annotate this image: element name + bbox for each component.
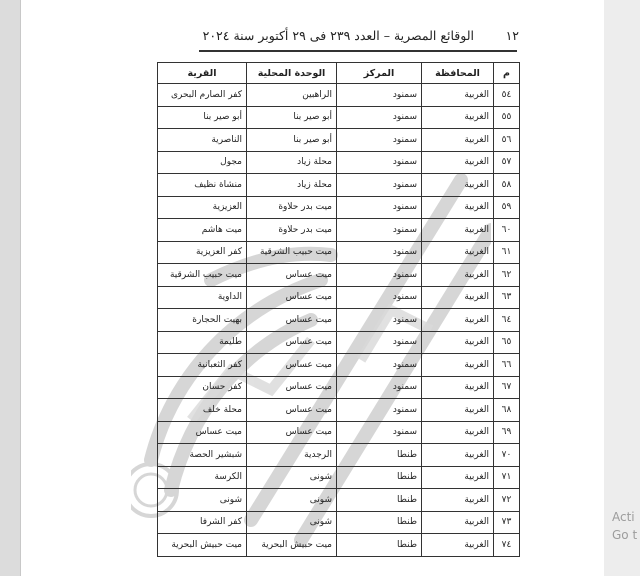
cell-governorate: الغربية	[422, 399, 494, 422]
cell-number: ٦٣	[494, 286, 520, 309]
cell-village: ميت حبيش البحرية	[158, 534, 247, 557]
cell-number: ٧٠	[494, 444, 520, 467]
cell-governorate: الغربية	[422, 466, 494, 489]
activation-line-1: Acti	[612, 510, 635, 524]
cell-governorate: الغربية	[422, 511, 494, 534]
cell-local-unit: أبو صير بنا	[247, 129, 337, 152]
cell-governorate: الغربية	[422, 444, 494, 467]
cell-village: كفر الصارم البحرى	[158, 84, 247, 107]
cell-center: طنطا	[337, 511, 422, 534]
cell-center: طنطا	[337, 444, 422, 467]
cell-village: كفر الثعبانية	[158, 354, 247, 377]
cell-village: كفر الشرفا	[158, 511, 247, 534]
table-row	[158, 444, 520, 467]
cell-village: كفر العزيزية	[158, 241, 247, 264]
cell-local-unit: شونى	[247, 489, 337, 512]
cell-village: منشاة نظيف	[158, 174, 247, 197]
cell-center: طنطا	[337, 534, 422, 557]
table-row	[158, 466, 520, 489]
cell-governorate: الغربية	[422, 331, 494, 354]
col-header-number: م	[494, 63, 520, 84]
cell-number: ٥٦	[494, 129, 520, 152]
cell-governorate: الغربية	[422, 421, 494, 444]
cell-center: سمنود	[337, 264, 422, 287]
page-number: ١٢	[505, 28, 519, 43]
cell-governorate: الغربية	[422, 376, 494, 399]
cell-village: ميت حبيب الشرقية	[158, 264, 247, 287]
cell-local-unit: ميت عساس	[247, 399, 337, 422]
table-row	[158, 354, 520, 377]
cell-number: ٦٥	[494, 331, 520, 354]
table-row	[158, 174, 520, 197]
cell-village: محلة خلف	[158, 399, 247, 422]
cell-governorate: الغربية	[422, 309, 494, 332]
cell-village: الداوية	[158, 286, 247, 309]
cell-center: سمنود	[337, 331, 422, 354]
cell-governorate: الغربية	[422, 174, 494, 197]
table-row	[158, 151, 520, 174]
cell-number: ٦٤	[494, 309, 520, 332]
viewer-right-gutter	[604, 0, 640, 576]
cell-governorate: الغربية	[422, 151, 494, 174]
cell-local-unit: أبو صير بنا	[247, 106, 337, 129]
cell-local-unit: ميت بدر حلاوة	[247, 196, 337, 219]
table-row	[158, 84, 520, 107]
document-page	[20, 0, 606, 576]
cell-number: ٧٣	[494, 511, 520, 534]
cell-center: سمنود	[337, 174, 422, 197]
table-row	[158, 196, 520, 219]
table-row	[158, 286, 520, 309]
cell-local-unit: شونى	[247, 511, 337, 534]
header-rule	[199, 50, 517, 52]
cell-local-unit: محلة زياد	[247, 174, 337, 197]
table-row	[158, 241, 520, 264]
table-row	[158, 264, 520, 287]
cell-center: سمنود	[337, 219, 422, 242]
cell-local-unit: ميت عساس	[247, 264, 337, 287]
table-row	[158, 534, 520, 557]
cell-local-unit: ميت بدر حلاوة	[247, 219, 337, 242]
cell-center: سمنود	[337, 421, 422, 444]
cell-center: سمنود	[337, 151, 422, 174]
cell-village: أبو صير بنا	[158, 106, 247, 129]
cell-village: ميت هاشم	[158, 219, 247, 242]
cell-local-unit: الراهبين	[247, 84, 337, 107]
cell-local-unit: ميت عساس	[247, 354, 337, 377]
cell-local-unit: ميت عساس	[247, 421, 337, 444]
cell-governorate: الغربية	[422, 106, 494, 129]
table-row	[158, 106, 520, 129]
cell-number: ٧٤	[494, 534, 520, 557]
col-header-governorate: المحافظة	[422, 63, 494, 84]
cell-number: ٥٨	[494, 174, 520, 197]
viewer-left-gutter	[0, 0, 20, 576]
table-row	[158, 489, 520, 512]
activation-watermark	[612, 508, 637, 544]
cell-governorate: الغربية	[422, 84, 494, 107]
cell-center: سمنود	[337, 399, 422, 422]
cell-center: سمنود	[337, 196, 422, 219]
cell-number: ٥٤	[494, 84, 520, 107]
cell-governorate: الغربية	[422, 264, 494, 287]
cell-center: سمنود	[337, 129, 422, 152]
cell-village: طليمة	[158, 331, 247, 354]
cell-local-unit: ميت عساس	[247, 376, 337, 399]
table-row	[158, 376, 520, 399]
cell-number: ٧١	[494, 466, 520, 489]
cell-center: سمنود	[337, 309, 422, 332]
table-row	[158, 309, 520, 332]
cell-local-unit: ميت عساس	[247, 286, 337, 309]
cell-center: طنطا	[337, 489, 422, 512]
cell-governorate: الغربية	[422, 286, 494, 309]
cell-number: ٦٩	[494, 421, 520, 444]
table-row	[158, 421, 520, 444]
cell-village: ميت عساس	[158, 421, 247, 444]
cell-governorate: الغربية	[422, 354, 494, 377]
cell-center: سمنود	[337, 286, 422, 309]
cell-village: الكرسة	[158, 466, 247, 489]
cell-number: ٦٧	[494, 376, 520, 399]
cell-governorate: الغربية	[422, 489, 494, 512]
cell-number: ٦٢	[494, 264, 520, 287]
table-row	[158, 219, 520, 242]
col-header-village: القرية	[158, 63, 247, 84]
cell-number: ٦٦	[494, 354, 520, 377]
cell-village: شبشير الحصة	[158, 444, 247, 467]
cell-number: ٦١	[494, 241, 520, 264]
table-header-row	[158, 63, 520, 84]
cell-center: سمنود	[337, 354, 422, 377]
cell-center: سمنود	[337, 106, 422, 129]
cell-village: مجول	[158, 151, 247, 174]
gazette-title: الوقائع المصرية – العدد ٢٣٩ فى ٢٩ أكتوبر سنة ٢٠٢٤	[202, 28, 474, 43]
cell-local-unit: ميت حبيب الشرقية	[247, 241, 337, 264]
activation-line-2: Go t	[612, 528, 638, 542]
cell-village: العزيزية	[158, 196, 247, 219]
col-header-center: المركز	[337, 63, 422, 84]
cell-village: شونى	[158, 489, 247, 512]
cell-local-unit: ميت عساس	[247, 331, 337, 354]
cell-village: كفر حسان	[158, 376, 247, 399]
table-row	[158, 331, 520, 354]
cell-local-unit: ميت حبيش البحرية	[247, 534, 337, 557]
cell-village: بهيت الحجارة	[158, 309, 247, 332]
running-head	[199, 26, 519, 48]
cell-governorate: الغربية	[422, 241, 494, 264]
table-row	[158, 511, 520, 534]
cell-governorate: الغربية	[422, 534, 494, 557]
col-header-local-unit: الوحدة المحلية	[247, 63, 337, 84]
cell-number: ٥٩	[494, 196, 520, 219]
cell-local-unit: شونى	[247, 466, 337, 489]
cell-number: ٥٥	[494, 106, 520, 129]
cell-number: ٥٧	[494, 151, 520, 174]
cell-center: سمنود	[337, 241, 422, 264]
cell-governorate: الغربية	[422, 219, 494, 242]
cell-number: ٧٢	[494, 489, 520, 512]
cell-governorate: الغربية	[422, 196, 494, 219]
table-row	[158, 399, 520, 422]
cell-center: سمنود	[337, 376, 422, 399]
cell-center: طنطا	[337, 466, 422, 489]
table-row	[158, 129, 520, 152]
cell-local-unit: ميت عساس	[247, 309, 337, 332]
cell-center: سمنود	[337, 84, 422, 107]
villages-table	[157, 62, 520, 557]
cell-local-unit: محلة زياد	[247, 151, 337, 174]
cell-village: الناصرية	[158, 129, 247, 152]
cell-local-unit: الرجدية	[247, 444, 337, 467]
cell-number: ٦٠	[494, 219, 520, 242]
cell-governorate: الغربية	[422, 129, 494, 152]
cell-number: ٦٨	[494, 399, 520, 422]
